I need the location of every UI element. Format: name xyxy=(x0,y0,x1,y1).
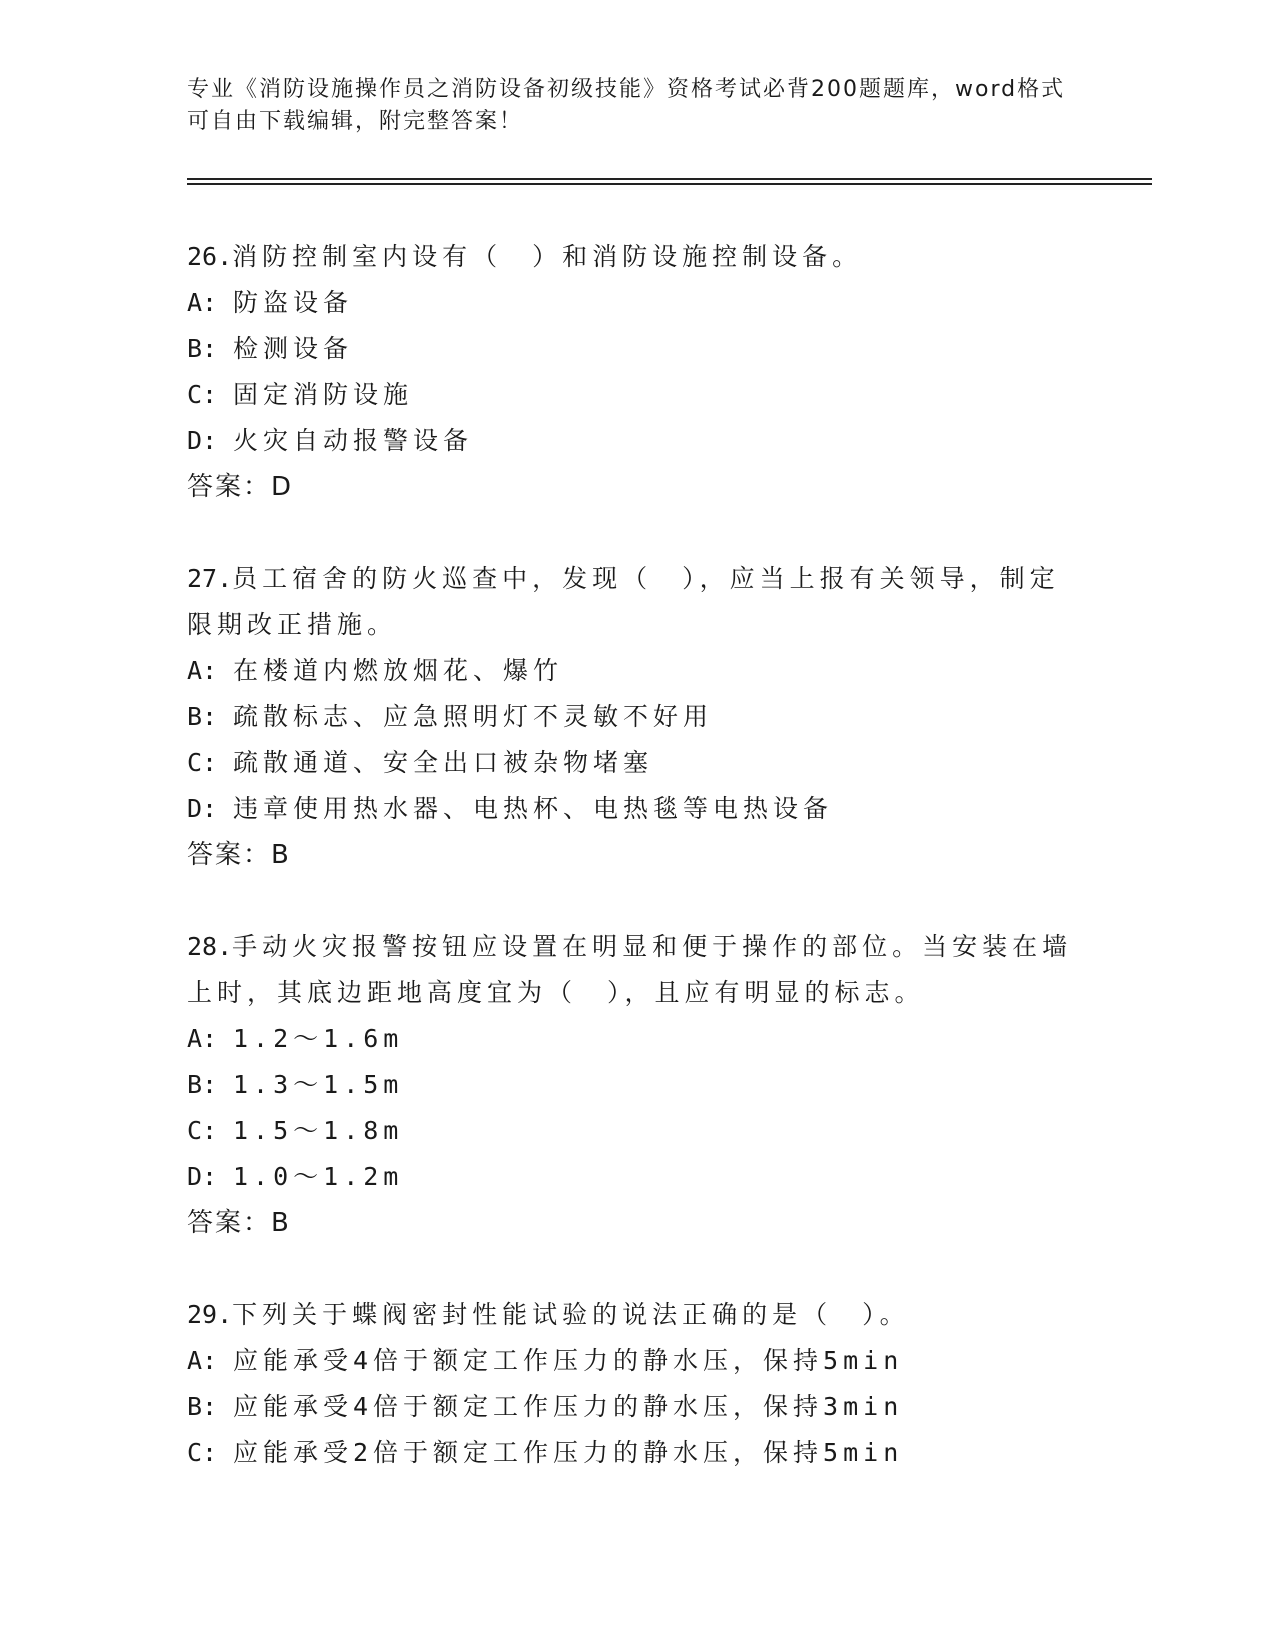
option-text: 在楼道内燃放烟花、爆竹 xyxy=(233,656,564,685)
question-stem xyxy=(187,556,1087,648)
answer-line: 答案：B xyxy=(187,1208,291,1238)
option-b xyxy=(187,1384,1087,1430)
option-text: 防盗设备 xyxy=(233,288,354,317)
question-stem xyxy=(187,924,1087,1016)
question-29 xyxy=(187,1292,1087,1476)
question-number: 28. xyxy=(187,932,233,961)
question-number: 26. xyxy=(187,242,233,271)
option-a xyxy=(187,648,1087,694)
option-b xyxy=(187,326,1087,372)
option-a xyxy=(187,1016,1087,1062)
question-27 xyxy=(187,556,1087,878)
option-b xyxy=(187,694,1087,740)
option-key: A: xyxy=(187,288,218,317)
option-text: 固定消防设施 xyxy=(233,380,414,409)
option-text: 1.3～1.5m xyxy=(233,1070,404,1099)
option-text: 疏散标志、应急照明灯不灵敏不好用 xyxy=(233,702,714,731)
option-b xyxy=(187,1062,1087,1108)
option-key: B: xyxy=(187,334,218,363)
option-key: C: xyxy=(187,1116,218,1145)
option-text: 1.2～1.6m xyxy=(233,1024,404,1053)
option-c xyxy=(187,372,1087,418)
option-text: 应能承受2倍于额定工作压力的静水压，保持5min xyxy=(233,1438,904,1467)
option-key: A: xyxy=(187,656,218,685)
option-c xyxy=(187,1430,1087,1476)
question-text: 下列关于蝶阀密封性能试验的说法正确的是（ ）。 xyxy=(232,1300,910,1329)
question-stem xyxy=(187,234,1087,280)
option-text: 违章使用热水器、电热杯、电热毯等电热设备 xyxy=(233,794,834,823)
option-key: A: xyxy=(187,1346,218,1375)
option-key: B: xyxy=(187,1392,218,1421)
option-key: C: xyxy=(187,748,218,777)
option-d xyxy=(187,786,1087,832)
answer-line: 答案：D xyxy=(187,472,294,502)
option-text: 检测设备 xyxy=(233,334,354,363)
option-key: B: xyxy=(187,1070,218,1099)
option-a xyxy=(187,1338,1087,1384)
option-text: 疏散通道、安全出口被杂物堵塞 xyxy=(233,748,654,777)
option-key: D: xyxy=(187,426,218,455)
answer-line: 答案：B xyxy=(187,840,291,870)
option-a xyxy=(187,280,1087,326)
header-divider-bottom xyxy=(187,183,1152,185)
header-divider-top xyxy=(187,178,1152,180)
question-26 xyxy=(187,234,1087,510)
option-c xyxy=(187,1108,1087,1154)
option-key: A: xyxy=(187,1024,218,1053)
option-key: B: xyxy=(187,702,218,731)
question-text: 员工宿舍的防火巡查中，发现（ ），应当上报有关领导，制定限期改正措施。 xyxy=(187,564,1060,639)
question-28 xyxy=(187,924,1087,1246)
option-text: 火灾自动报警设备 xyxy=(233,426,474,455)
option-key: C: xyxy=(187,1438,218,1467)
option-d xyxy=(187,1154,1087,1200)
question-stem xyxy=(187,1292,1087,1338)
question-text: 手动火灾报警按钮应设置在明显和便于操作的部位。当安装在墙上时，其底边距地高度宜为（ ），且应有明显的标志。 xyxy=(187,932,1073,1007)
option-text: 1.0～1.2m xyxy=(233,1162,404,1191)
question-text: 消防控制室内设有（ ）和消防设施控制设备。 xyxy=(232,242,863,271)
option-d xyxy=(187,418,1087,464)
option-text: 1.5～1.8m xyxy=(233,1116,404,1145)
option-key: D: xyxy=(187,794,218,823)
option-text: 应能承受4倍于额定工作压力的静水压，保持3min xyxy=(233,1392,904,1421)
document-header: 专业《消防设施操作员之消防设备初级技能》资格考试必背200题题库，word格式可自由下载编辑，附完整答案！ xyxy=(187,77,1066,134)
question-list xyxy=(187,234,1087,1522)
option-key: C: xyxy=(187,380,218,409)
option-c xyxy=(187,740,1087,786)
option-key: D: xyxy=(187,1162,218,1191)
question-number: 27. xyxy=(187,564,233,593)
question-number: 29. xyxy=(187,1300,233,1329)
option-text: 应能承受4倍于额定工作压力的静水压，保持5min xyxy=(233,1346,904,1375)
